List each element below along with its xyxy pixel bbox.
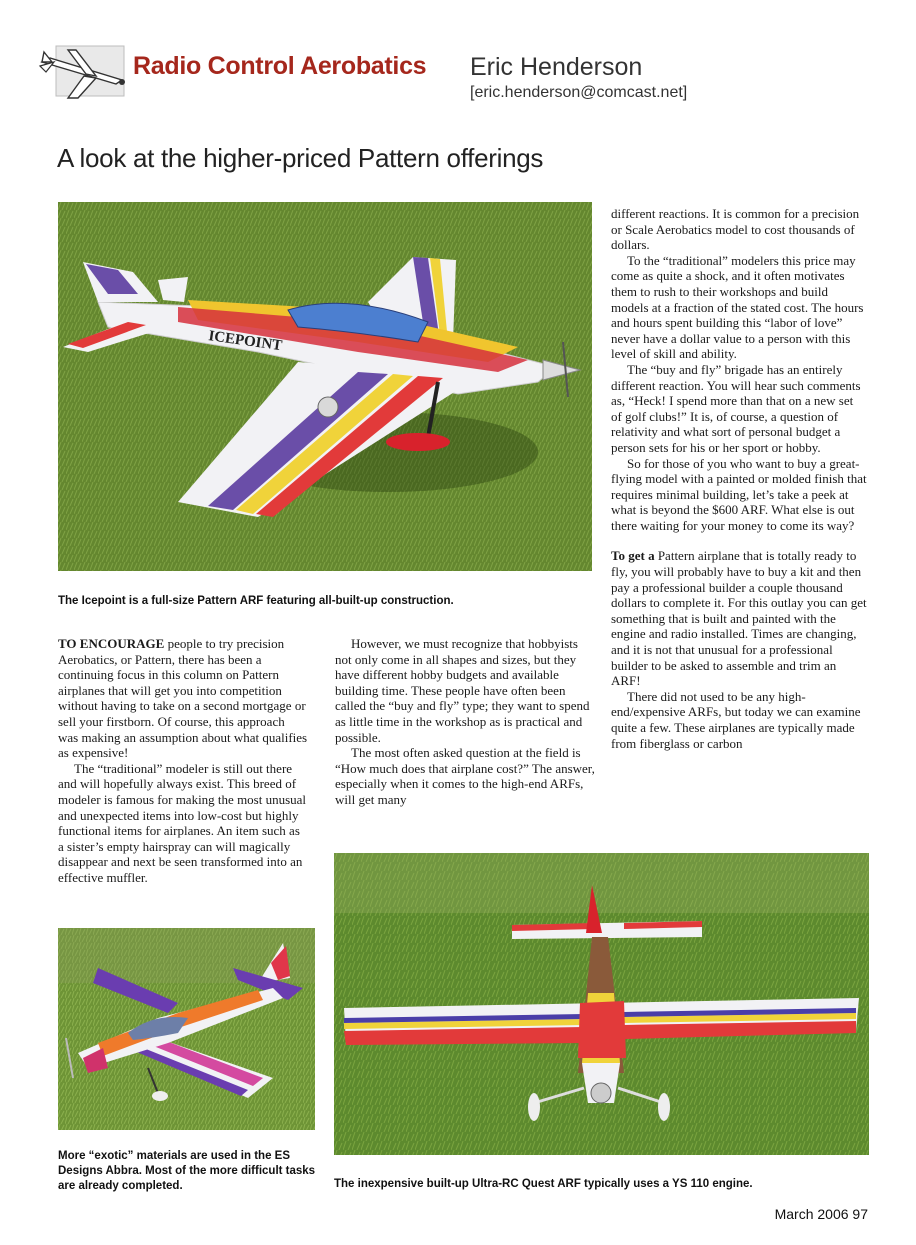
body-column-1: [58, 636, 308, 886]
body-paragraph: There did not used to be any high-end/expensive ARFs, but today we can examine quite a few. These airplanes are typically made from fiberglass or carbon: [611, 688, 861, 751]
author-email: [eric.henderson@comcast.net]: [470, 84, 688, 101]
body-paragraph: The “buy and fly” brigade has an entirely different reaction. You will hear such comments as, “Heck! I spend more than that on a new set of golf clubs!” It is, of course, a question of relativity and what sort of personal budget a person sets for his or her sport or hobby.: [611, 361, 861, 455]
article-headline: A look at the higher-priced Pattern offerings: [57, 143, 544, 173]
lead-in-text: TO ENCOURAGE: [58, 636, 165, 651]
body-column-3: [611, 206, 867, 751]
body-paragraph: The “traditional” modeler is still out there and will hopefully always exist. This breed of modeler is famous for making the most unusual and unexpected items into low-cost but highly functional items for airplanes. An item such as a sister’s empty hairspray can will magically disappear and next be seen transformed into an effective muffler.: [58, 760, 307, 885]
abbra-caption: More “exotic” materials are used in the ES Designs Abbra. Most of the more difficult tasks are already completed.: [58, 1150, 316, 1192]
quest-caption: The inexpensive built-up Ultra-RC Quest ARF typically uses a YS 110 engine.: [334, 1178, 753, 1190]
quest-photo: [334, 853, 869, 1155]
body-paragraph: However, we must recognize that hobbyists not only come in all shapes and sizes, but they have different hobby budgets and available building time. These people have often been called the “buy and fly” type; they want to spend as little time in the workshop as is practical and possible.: [335, 636, 590, 745]
icepoint-caption: The Icepoint is a full-size Pattern ARF featuring all-built-up construction.: [58, 595, 454, 607]
body-paragraph: To the “traditional” modelers this price may come as quite a shock, and it often motivates them to rush to their workshops and build models at a fraction of the stated cost. The hours and hours spent building this “labor of love” never have a dollar value to a person with this level of skill and ability.: [611, 252, 864, 362]
icepoint-photo: [58, 202, 592, 571]
abbra-photo: [58, 928, 315, 1130]
body-paragraph: To get a Pattern airplane that is totally ready to fly, you will probably have to buy a kit and then pay a professional builder a couple thousand dollars to complete it. For this outlay you can get something that is built and painted with the engine and radio installed. Times are changing, and it is not that unusual for a professional builder to be asked to assemble and trim an ARF!: [611, 548, 867, 689]
column-logo-airplane-icon: [38, 40, 130, 102]
column-title: Radio Control Aerobatics: [133, 52, 427, 80]
author-name: Eric Henderson: [470, 53, 643, 81]
body-paragraph: The most often asked question at the field is “How much does that airplane cost?” The answer, especially when it comes to the high-end ARFs, will get many: [335, 745, 595, 807]
lead-in-text: To get a: [611, 548, 655, 564]
body-paragraph: So for those of you who want to buy a great-flying model with a painted or molded finish that requires minimal building, let’s take a peek at what is beyond the $600 ARF. What else is out there waiting for your money to come its way?: [611, 455, 867, 533]
page-footer: March 2006 97: [774, 1206, 868, 1222]
body-paragraph: TO ENCOURAGE people to try precision Aerobatics, or Pattern, there has been a continuing focus in this column on Pattern airplanes that will get you into competition without having to take on a second mortgage or sell your firstborn. Of course, this approach was making an assumption about what qualifies as expensive!: [58, 636, 308, 761]
body-paragraph: different reactions. It is common for a precision or Scale Aerobatics model to cost thousands of dollars.: [611, 206, 860, 253]
body-column-2: [335, 636, 595, 808]
icepoint-fuselage-label: ICEPOINT: [207, 328, 284, 355]
